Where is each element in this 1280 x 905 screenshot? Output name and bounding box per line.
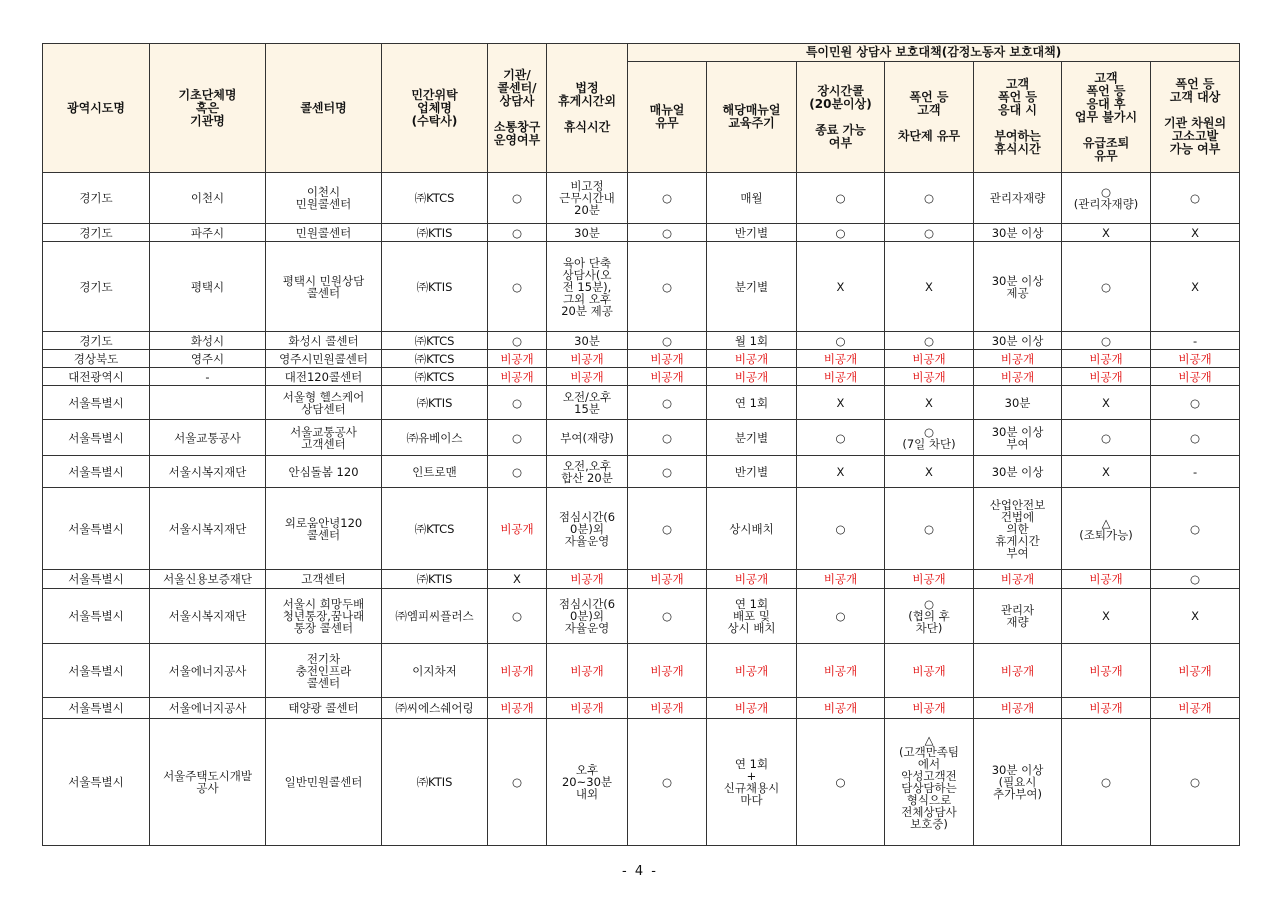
table-cell: ○	[628, 420, 707, 456]
table-cell: 비공개	[628, 368, 707, 386]
table-cell: X	[885, 456, 974, 488]
table-cell: ○	[1062, 719, 1151, 846]
table-cell: 30분	[547, 332, 628, 350]
table-cell: 오전,오후 합산 20분	[547, 456, 628, 488]
page-number: - 4 -	[622, 864, 658, 879]
table-cell: ㈜KTIS	[382, 386, 488, 420]
table-cell: 서울교통공사	[150, 420, 266, 456]
table-cell: 비공개	[628, 350, 707, 368]
table-cell: ㈜KTCS	[382, 173, 488, 224]
table-cell: 반기별	[707, 456, 797, 488]
table-cell: △ (조퇴가능)	[1062, 488, 1151, 570]
table-cell: 비고정 근무시간내 20분	[547, 173, 628, 224]
table-cell: ○	[797, 173, 885, 224]
table-cell: 이천시	[150, 173, 266, 224]
table-cell: 화성시	[150, 332, 266, 350]
table-cell: 비공개	[1151, 644, 1240, 698]
table-cell: 비공개	[974, 698, 1062, 719]
table-cell: ㈜KTIS	[382, 224, 488, 242]
table-cell: ○	[1062, 420, 1151, 456]
table-row	[43, 420, 1240, 456]
table-cell: 경기도	[43, 332, 150, 350]
table-cell: 서울특별시	[43, 420, 150, 456]
table-cell: X	[1062, 224, 1151, 242]
table-cell: ○	[488, 242, 547, 332]
column-header: 기초단체명 혹은 기관명	[150, 44, 266, 173]
table-cell: 서울에너지공사	[150, 644, 266, 698]
table-cell: 비공개	[974, 350, 1062, 368]
table-cell: 비공개	[1151, 368, 1240, 386]
table-cell: 비공개	[974, 644, 1062, 698]
table-cell: ○ (7일 차단)	[885, 420, 974, 456]
table-cell: 서울형 헬스케어 상담센터	[266, 386, 382, 420]
table-cell: ○	[488, 224, 547, 242]
table-row	[43, 644, 1240, 698]
table-cell: 서울특별시	[43, 719, 150, 846]
table-cell: 서울에너지공사	[150, 698, 266, 719]
table-cell: 육아 단축 상담사(오 전 15분), 그외 오후 20분 제공	[547, 242, 628, 332]
table-cell: 비공개	[1062, 644, 1151, 698]
table-cell: 비공개	[628, 644, 707, 698]
table-row	[43, 719, 1240, 846]
table-cell: 비공개	[488, 368, 547, 386]
table-cell: 30분 이상	[974, 332, 1062, 350]
table-cell: 30분	[974, 386, 1062, 420]
table-cell: 서울특별시	[43, 570, 150, 589]
table-cell: 비공개	[1151, 350, 1240, 368]
table-cell: 분기별	[707, 242, 797, 332]
table-cell: 영주시	[150, 350, 266, 368]
table-row	[43, 456, 1240, 488]
table-body	[43, 173, 1240, 846]
table-cell: ○	[488, 332, 547, 350]
table-cell: ○	[1151, 386, 1240, 420]
table-cell: ○	[1151, 420, 1240, 456]
sheet	[42, 43, 1240, 846]
table-cell: 비공개	[488, 350, 547, 368]
table-cell: 서울특별시	[43, 456, 150, 488]
table-cell: 30분 이상	[974, 224, 1062, 242]
table-cell: ○	[628, 589, 707, 644]
table-cell: 비공개	[1062, 698, 1151, 719]
table-cell: 비공개	[547, 570, 628, 589]
table-cell: 비공개	[797, 570, 885, 589]
table-cell: -	[1151, 456, 1240, 488]
table-cell: 연 1회	[707, 386, 797, 420]
table-cell: 서울시복지재단	[150, 456, 266, 488]
table-cell: 비공개	[885, 644, 974, 698]
call-center-table	[42, 43, 1240, 846]
table-cell: 서울신용보증재단	[150, 570, 266, 589]
table-cell: ○	[885, 488, 974, 570]
table-cell: ○ (관리자재량)	[1062, 173, 1151, 224]
table-cell: 경기도	[43, 173, 150, 224]
table-cell: ○	[1151, 719, 1240, 846]
table-cell: X	[1151, 242, 1240, 332]
table-row	[43, 386, 1240, 420]
table-cell: 비공개	[797, 350, 885, 368]
table-cell: 비공개	[707, 698, 797, 719]
column-header: 콜센터명	[266, 44, 382, 173]
table-cell: ○	[628, 332, 707, 350]
table-cell: 서울특별시	[43, 589, 150, 644]
column-header: 장시간콜 (20분이상) 종료 가능 여부	[797, 62, 885, 173]
table-cell: 비공개	[1062, 350, 1151, 368]
table-cell: 점심시간(6 0분)외 자율운영	[547, 488, 628, 570]
table-cell: 반기별	[707, 224, 797, 242]
table-cell: 비공개	[707, 368, 797, 386]
table-cell: 비공개	[628, 570, 707, 589]
table-row	[43, 589, 1240, 644]
table-cell: 서울시복지재단	[150, 488, 266, 570]
table-cell: 비공개	[547, 350, 628, 368]
table-cell: ○	[628, 242, 707, 332]
table-cell: 외로움안녕120 콜센터	[266, 488, 382, 570]
table-cell: 경상북도	[43, 350, 150, 368]
table-cell: 비공개	[797, 698, 885, 719]
table-cell: 서울시 희망두배 청년통장,꿈나래 통장 콜센터	[266, 589, 382, 644]
table-cell: ㈜KTIS	[382, 719, 488, 846]
table-cell: 경기도	[43, 224, 150, 242]
table-cell: ○	[797, 719, 885, 846]
table-cell: 매월	[707, 173, 797, 224]
table-cell: X	[1151, 224, 1240, 242]
table-cell: ○	[885, 332, 974, 350]
table-cell: X	[797, 456, 885, 488]
table-cell: -	[150, 368, 266, 386]
table-cell: 오전/오후 15분	[547, 386, 628, 420]
table-cell: 서울교통공사 고객센터	[266, 420, 382, 456]
column-header: 고객 폭언 등 응대 후 업무 불가시 유급조퇴 유무	[1062, 62, 1151, 173]
table-cell: 일반민원콜센터	[266, 719, 382, 846]
column-header: 매뉴얼 유무	[628, 62, 707, 173]
column-header: 고객 폭언 등 응대 시 부여하는 휴식시간	[974, 62, 1062, 173]
table-cell: ㈜KTCS	[382, 368, 488, 386]
column-header: 폭언 등 고객 차단제 유무	[885, 62, 974, 173]
table-cell: ○	[488, 719, 547, 846]
table-cell: 비공개	[797, 644, 885, 698]
table-cell: ○	[628, 719, 707, 846]
table-cell: ○	[797, 589, 885, 644]
table-cell: ○	[1062, 242, 1151, 332]
table-cell: 비공개	[974, 368, 1062, 386]
table-cell: 비공개	[797, 368, 885, 386]
table-cell: 부여(재량)	[547, 420, 628, 456]
table-cell: ○	[797, 420, 885, 456]
table-cell: X	[885, 386, 974, 420]
table-cell: ○	[1062, 332, 1151, 350]
table-cell: 안심돌봄 120	[266, 456, 382, 488]
table-row	[43, 698, 1240, 719]
table-cell: 비공개	[885, 350, 974, 368]
table-cell: 비공개	[707, 570, 797, 589]
column-header: 광역시도명	[43, 44, 150, 173]
table-cell: X	[1062, 386, 1151, 420]
table-cell: X	[1151, 589, 1240, 644]
table-cell: ○	[488, 589, 547, 644]
table-cell: 30분 이상 부여	[974, 420, 1062, 456]
table-cell: 비공개	[885, 570, 974, 589]
table-row	[43, 242, 1240, 332]
table-cell: ○	[1151, 173, 1240, 224]
table-cell: 30분 이상	[974, 456, 1062, 488]
table-cell: 분기별	[707, 420, 797, 456]
table-cell: 상시배치	[707, 488, 797, 570]
table-cell: ○	[628, 488, 707, 570]
table-cell: 영주시민원콜센터	[266, 350, 382, 368]
table-cell: 비공개	[547, 368, 628, 386]
table-cell: 평택시 민원상담 콜센터	[266, 242, 382, 332]
table-cell: 서울시복지재단	[150, 589, 266, 644]
table-cell: △ (고객만족팀 에서 악성고객전 담상담하는 형식으로 전체상담사 보호중)	[885, 719, 974, 846]
table-cell: 비공개	[885, 368, 974, 386]
table-cell: X	[797, 242, 885, 332]
table-cell: 비공개	[707, 644, 797, 698]
table-row	[43, 570, 1240, 589]
table-cell: 전기차 충전인프라 콜센터	[266, 644, 382, 698]
table-cell: X	[488, 570, 547, 589]
table-cell: -	[1151, 332, 1240, 350]
column-header: 폭언 등 고객 대상 기관 차원의 고소고발 가능 여부	[1151, 62, 1240, 173]
table-cell: 대전120콜센터	[266, 368, 382, 386]
table-cell: ㈜KTIS	[382, 242, 488, 332]
column-header: 해당매뉴얼 교육주기	[707, 62, 797, 173]
table-cell: 비공개	[885, 698, 974, 719]
table-cell: 비공개	[488, 644, 547, 698]
table-cell: X	[1062, 456, 1151, 488]
table-cell: ○	[885, 224, 974, 242]
table-cell: 30분 이상 (필요시 추가부여)	[974, 719, 1062, 846]
column-header: 민간위탁 업체명 (수탁사)	[382, 44, 488, 173]
table-cell: ○	[885, 173, 974, 224]
table-cell: 이지차저	[382, 644, 488, 698]
table-cell: 산업안전보 건법에 의한 휴게시간 부여	[974, 488, 1062, 570]
table-cell: 비공개	[547, 644, 628, 698]
group-header: 특이민원 상담사 보호대책(감정노동자 보호대책)	[628, 44, 1240, 62]
table-cell: ○	[628, 456, 707, 488]
table-cell: ○	[488, 386, 547, 420]
table-cell: 비공개	[628, 698, 707, 719]
table-cell: 점심시간(6 0분)외 자율운영	[547, 589, 628, 644]
table-cell: ㈜KTCS	[382, 488, 488, 570]
table-cell: 비공개	[974, 570, 1062, 589]
table-cell: ○	[1151, 488, 1240, 570]
table-cell: ○	[1151, 570, 1240, 589]
table-row	[43, 350, 1240, 368]
table-cell: X	[797, 386, 885, 420]
table-cell: ㈜KTCS	[382, 332, 488, 350]
table-cell: 서울특별시	[43, 644, 150, 698]
table-row	[43, 224, 1240, 242]
column-header: 법정 휴게시간외 휴식시간	[547, 44, 628, 173]
table-cell: 비공개	[1062, 368, 1151, 386]
table-cell: ○	[488, 420, 547, 456]
table-cell: 관리자재량	[974, 173, 1062, 224]
table-cell: 30분	[547, 224, 628, 242]
table-cell: ㈜유베이스	[382, 420, 488, 456]
table-cell: X	[1062, 589, 1151, 644]
table-cell: 고객센터	[266, 570, 382, 589]
table-cell: ㈜엠피씨플러스	[382, 589, 488, 644]
column-header: 기관/ 콜센터/ 상담사 소통창구 운영여부	[488, 44, 547, 173]
table-row	[43, 488, 1240, 570]
table-cell: 비공개	[488, 488, 547, 570]
table-cell: 이천시 민원콜센터	[266, 173, 382, 224]
table-cell: ○	[797, 332, 885, 350]
table-cell	[150, 386, 266, 420]
table-cell: 비공개	[707, 350, 797, 368]
table-cell: 화성시 콜센터	[266, 332, 382, 350]
table-cell: 연 1회 + 신규채용시 마다	[707, 719, 797, 846]
table-cell: 태양광 콜센터	[266, 698, 382, 719]
table-cell: ㈜KTIS	[382, 570, 488, 589]
table-cell: ㈜씨에스쉐어링	[382, 698, 488, 719]
table-cell: 비공개	[488, 698, 547, 719]
table-cell: 서울특별시	[43, 386, 150, 420]
table-cell: ○	[797, 224, 885, 242]
table-cell: ○	[797, 488, 885, 570]
table-cell: 월 1회	[707, 332, 797, 350]
table-cell: 서울주택도시개발 공사	[150, 719, 266, 846]
table-cell: 인트로맨	[382, 456, 488, 488]
table-cell: 연 1회 배포 및 상시 배치	[707, 589, 797, 644]
table-cell: 비공개	[547, 698, 628, 719]
header-row-top	[43, 44, 1240, 62]
table-cell: 민원콜센터	[266, 224, 382, 242]
table-cell: ○	[488, 456, 547, 488]
table-cell: ○	[628, 173, 707, 224]
table-cell: 경기도	[43, 242, 150, 332]
table-cell: 30분 이상 제공	[974, 242, 1062, 332]
table-cell: 비공개	[1062, 570, 1151, 589]
table-cell: 오후 20~30분 내외	[547, 719, 628, 846]
table-row	[43, 173, 1240, 224]
table-cell: ○ (협의 후 차단)	[885, 589, 974, 644]
table-cell: X	[885, 242, 974, 332]
table-row	[43, 368, 1240, 386]
table-cell: ㈜KTCS	[382, 350, 488, 368]
table-cell: 관리자 재량	[974, 589, 1062, 644]
table-cell: ○	[488, 173, 547, 224]
table-cell: 평택시	[150, 242, 266, 332]
table-cell: ○	[628, 224, 707, 242]
table-cell: 비공개	[1151, 698, 1240, 719]
table-header	[43, 44, 1240, 173]
table-cell: 파주시	[150, 224, 266, 242]
table-cell: 서울특별시	[43, 488, 150, 570]
table-cell: ○	[628, 386, 707, 420]
table-row	[43, 332, 1240, 350]
table-cell: 대전광역시	[43, 368, 150, 386]
table-cell: 서울특별시	[43, 698, 150, 719]
